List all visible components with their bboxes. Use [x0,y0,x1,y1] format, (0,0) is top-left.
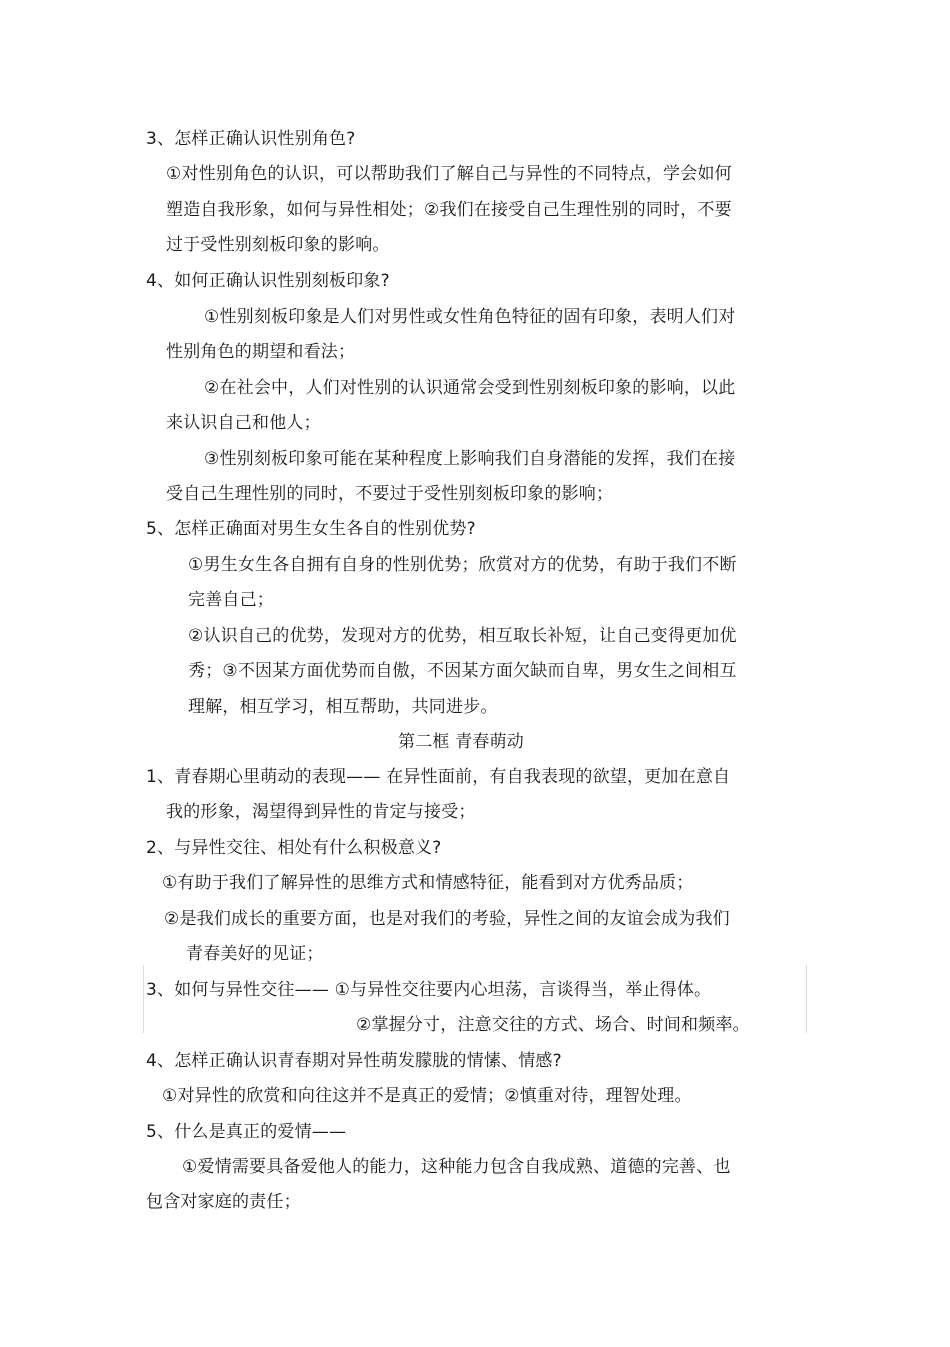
paragraph-line: ①男生女生各自拥有自身的性别优势；欣赏对方的优势，有助于我们不断 [188,555,737,575]
heading-s2-q3: 3、如何与异性交往—— ①与异性交往要内心坦荡，言谈得当，举止得体。 [146,980,712,1000]
paragraph-line: ①爱情需要具备爱他人的能力，这种能力包含自我成熟、道德的完善、也 [182,1157,731,1177]
paragraph-line: 包含对家庭的责任； [146,1192,301,1212]
paragraph-line: 我的形象，渴望得到异性的肯定与接受； [166,802,476,822]
heading-s2-q4: 4、怎样正确认识青春期对异性萌发朦胧的情愫、情感? [146,1051,562,1071]
heading-q3: 3、怎样正确认识性别角色? [146,129,356,149]
heading-q4: 4、如何正确认识性别刻板印象? [146,271,390,291]
paragraph-line: 秀；③不因某方面优势而自傲，不因某方面欠缺而自卑，男女生之间相互 [188,661,737,681]
paragraph-line: 塑造自我形象，如何与异性相处；②我们在接受自己生理性别的同时，不要 [166,200,732,220]
heading-s2-q5: 5、什么是真正的爱情—— [146,1122,347,1142]
paragraph-line: ①有助于我们了解异性的思维方式和情感特征，能看到对方优秀品质； [162,873,694,893]
paragraph-line: ②掌握分寸，注意交往的方式、场合、时间和频率。 [356,1015,750,1035]
paragraph-line: ②在社会中，人们对性别的认识通常会受到性别刻板印象的影响，以此 [204,378,736,398]
paragraph-line: ①对性别角色的认识，可以帮助我们了解自己与异性的不同特点，学会如何 [166,164,732,184]
paragraph-line: ①性别刻板印象是人们对男性或女性角色特征的固有印象，表明人们对 [204,307,736,327]
heading-q5: 5、怎样正确面对男生女生各自的性别优势? [146,519,476,539]
section-title: 第二框 青春萌动 [398,732,525,752]
paragraph-line: 性别角色的期望和看法； [166,342,356,362]
paragraph-line: ①对异性的欣赏和向往这并不是真正的爱情；②慎重对待，理智处理。 [162,1086,692,1106]
paragraph-line: ②是我们成长的重要方面，也是对我们的考验，异性之间的友谊会成为我们 [164,909,730,929]
heading-s2-q2: 2、与异性交往、相处有什么积极意义? [146,838,442,858]
paragraph-line: 来认识自己和他人； [166,413,321,433]
paragraph-line: 过于受性别刻板印象的影响。 [166,235,390,255]
paragraph-line: ③性别刻板印象可能在某种程度上影响我们自身潜能的发挥，我们在接 [204,449,736,469]
divider-left [143,965,144,1033]
paragraph-line: 受自己生理性别的同时，不要过于受性别刻板印象的影响； [166,484,614,504]
paragraph-line: 理解，相互学习，相互帮助，共同进步。 [188,697,498,717]
paragraph-line: 青春美好的见证； [186,944,324,964]
heading-s2-q1: 1、青春期心里萌动的表现—— 在异性面前，有自我表现的欲望，更加在意自 [146,767,731,787]
paragraph-line: 完善自己； [188,590,274,610]
divider-right [806,965,807,1033]
paragraph-line: ②认识自己的优势，发现对方的优势，相互取长补短，让自己变得更加优 [188,626,737,646]
